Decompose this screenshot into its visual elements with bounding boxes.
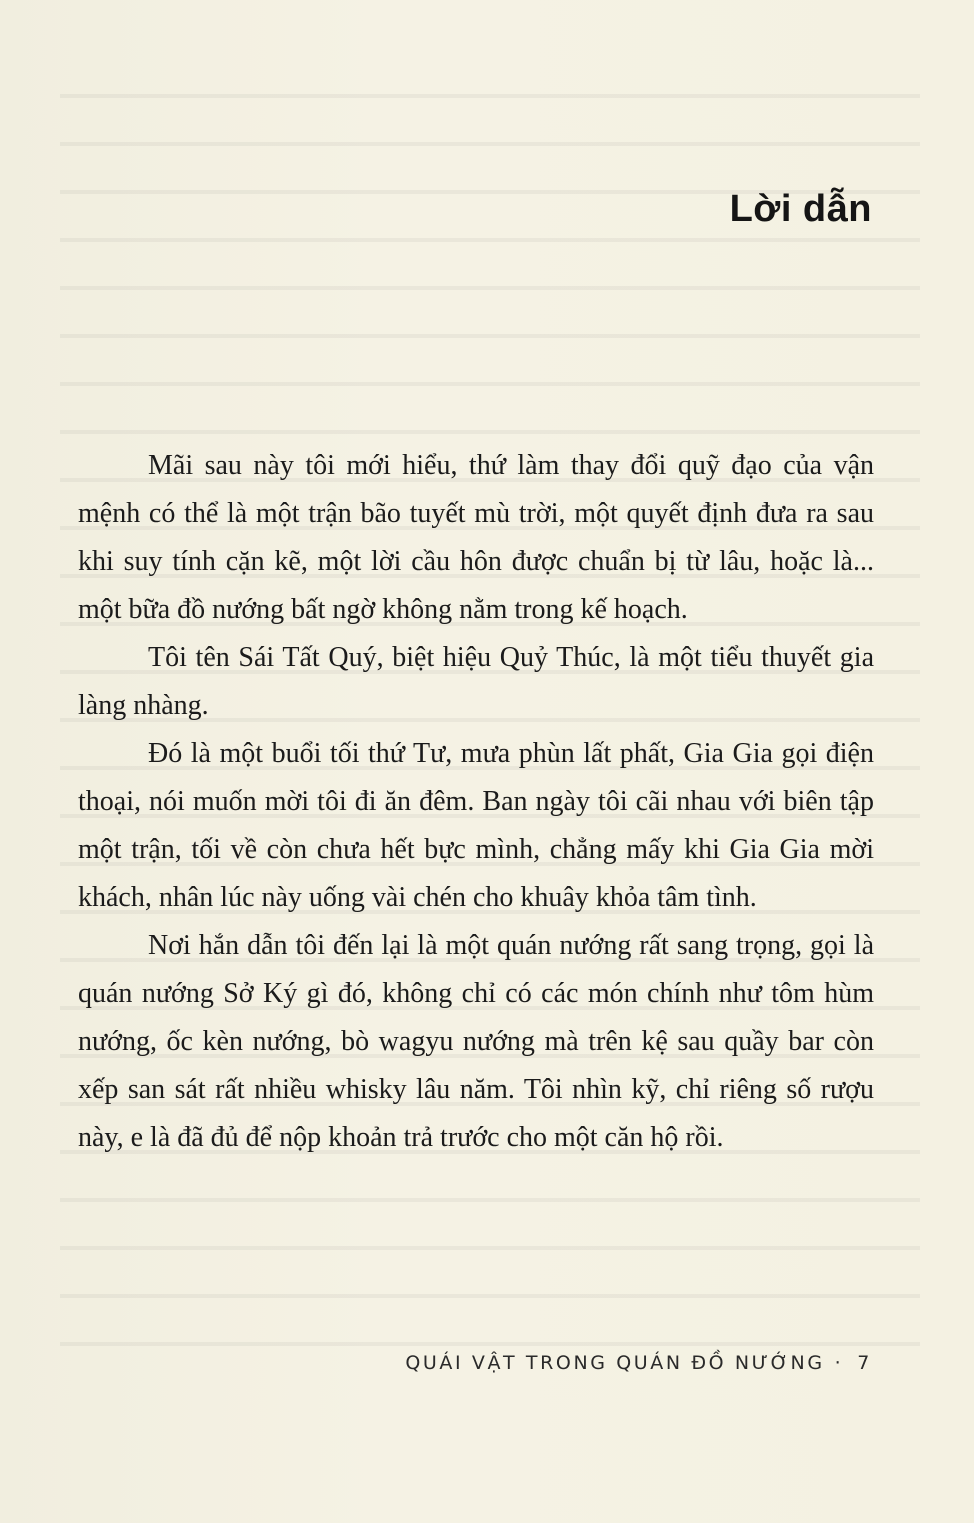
running-book-title: QUÁI VẬT TRONG QUÁN ĐỒ NƯỚNG xyxy=(405,1352,825,1374)
page-number: 7 xyxy=(857,1352,872,1374)
body-text xyxy=(78,442,874,1162)
running-footer xyxy=(405,1352,872,1374)
paragraph: Nơi hắn dẫn tôi đến lại là một quán nướng rất sang trọng, gọi là quán nướng Sở Ký gì đó, không chỉ có các món chính như tôm hùm nướng, ốc kèn nướng, bò wagyu nướng mà trên kệ sau quầy bar còn xếp san sát rất nhiều whisky lâu năm. Tôi nhìn kỹ, chỉ riêng số rượu này, e là đã đủ để nộp khoản trả trước cho một căn hộ rồi. xyxy=(78,930,874,1153)
chapter-title: Lời dẫn xyxy=(729,188,872,230)
paragraph: Đó là một buổi tối thứ Tư, mưa phùn lất phất, Gia Gia gọi điện thoại, nói muốn mời tôi đi ăn đêm. Ban ngày tôi cãi nhau với biên tập một trận, tối về còn chưa hết bực mình, chẳng mấy khi Gia Gia mời khách, nhân lúc này uống vài chén cho khuây khỏa tâm tình. xyxy=(78,738,874,913)
paragraph: Mãi sau này tôi mới hiểu, thứ làm thay đổi quỹ đạo của vận mệnh có thể là một trận bão tuyết mù trời, một quyết định đưa ra sau khi suy tính cặn kẽ, một lời cầu hôn được chuẩn bị từ lâu, hoặc là... một bữa đồ nướng bất ngờ không nằm trong kế hoạch. xyxy=(78,450,874,625)
footer-separator: · xyxy=(834,1352,844,1374)
paragraph: Tôi tên Sái Tất Quý, biệt hiệu Quỷ Thúc, là một tiểu thuyết gia làng nhàng. xyxy=(78,642,874,721)
